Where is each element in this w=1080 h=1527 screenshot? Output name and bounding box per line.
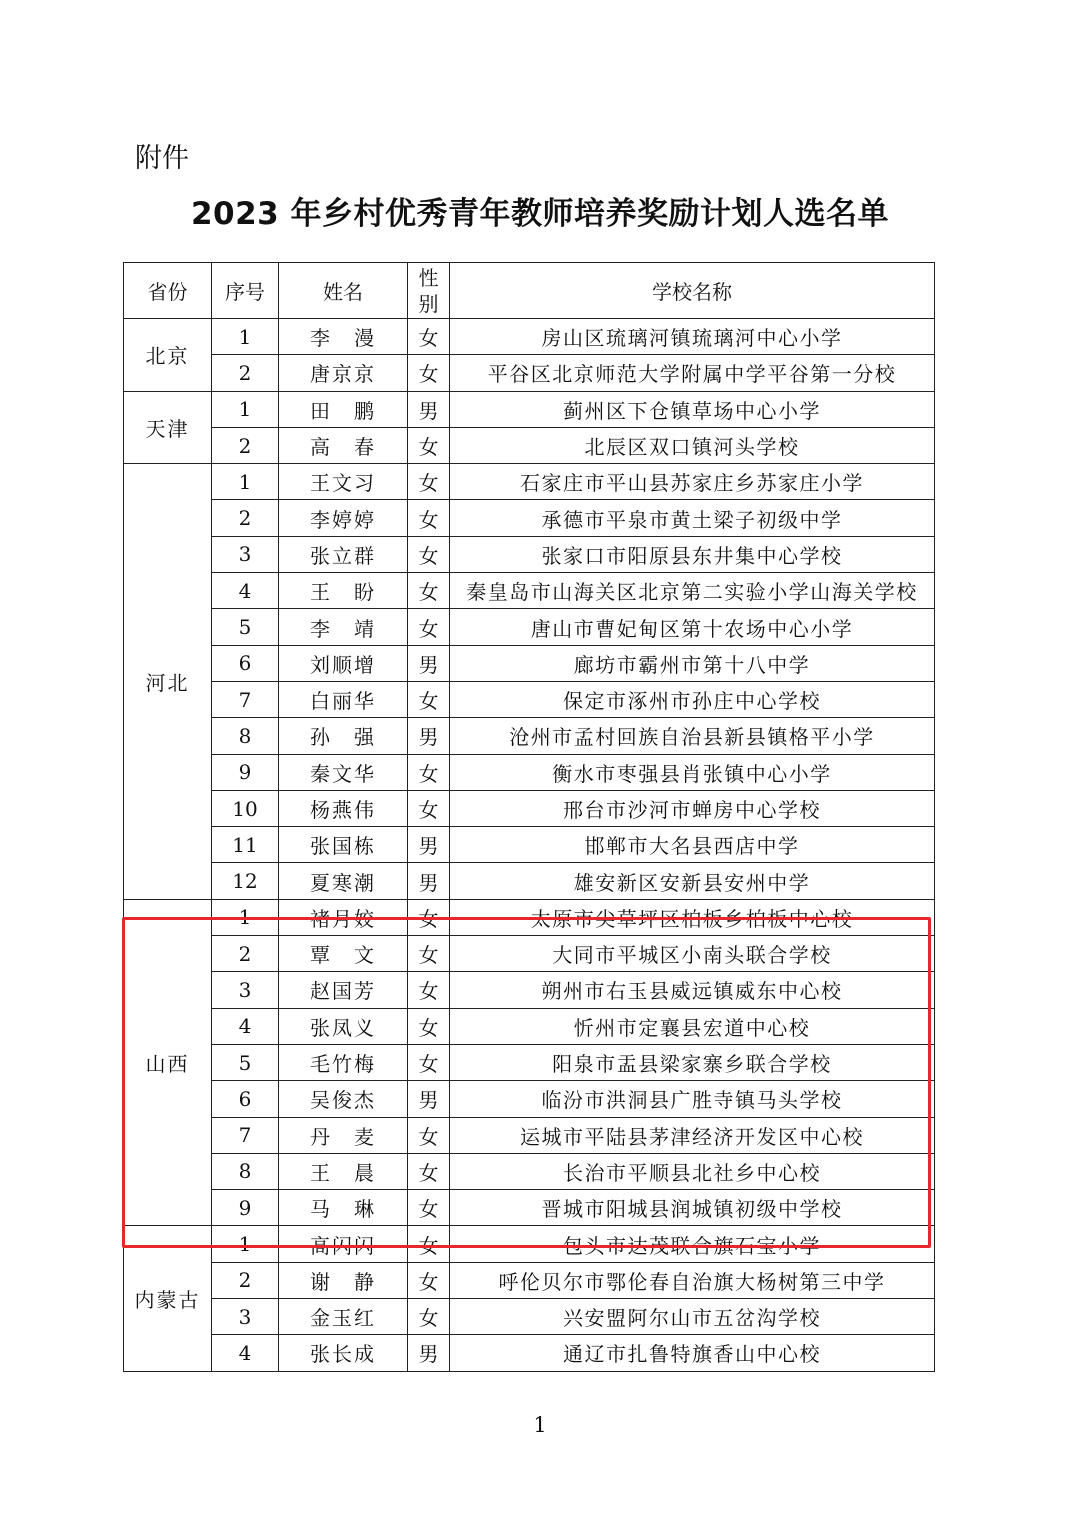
gender-cell: 女 [408,500,450,536]
province-cell: 天津 [124,391,212,464]
name-cell: 金玉红 [279,1299,408,1335]
school-cell: 蓟州区下仓镇草场中心小学 [450,391,935,427]
table-row [124,1081,935,1117]
school-cell: 秦皇岛市山海关区北京第二实验小学山海关学校 [450,573,935,609]
name-cell: 杨燕伟 [279,790,408,826]
gender-cell: 女 [408,427,450,463]
gender-cell: 女 [408,1044,450,1080]
table-row [124,681,935,717]
gender-cell: 女 [408,1008,450,1044]
name-cell: 马 琳 [279,1190,408,1226]
gender-cell: 女 [408,1299,450,1335]
school-cell: 廊坊市霸州市第十八中学 [450,645,935,681]
gender-cell: 女 [408,899,450,935]
table-row [124,645,935,681]
document-title: 2023 年乡村优秀青年教师培养奖励计划人选名单 [190,196,890,232]
table-row [124,718,935,754]
table-row [124,936,935,972]
school-cell: 雄安新区安新县安州中学 [450,863,935,899]
seq-cell: 7 [212,681,279,717]
table-row [124,319,935,355]
header-gender [408,263,450,319]
name-cell: 刘顺增 [279,645,408,681]
name-cell: 张国栋 [279,827,408,863]
school-cell: 石家庄市平山县苏家庄乡苏家庄小学 [450,464,935,500]
table-header-row [124,263,935,319]
name-cell: 高闪闪 [279,1226,408,1262]
gender-cell: 女 [408,1190,450,1226]
name-cell: 覃 文 [279,936,408,972]
school-cell: 朔州市右玉县威远镇威东中心校 [450,972,935,1008]
school-cell: 承德市平泉市黄土梁子初级中学 [450,500,935,536]
gender-cell: 男 [408,1081,450,1117]
gender-cell: 女 [408,1153,450,1189]
gender-cell: 女 [408,972,450,1008]
table-row [124,1262,935,1298]
table-row [124,1117,935,1153]
table-row [124,1153,935,1189]
name-cell: 张立群 [279,536,408,572]
school-cell: 平谷区北京师范大学附属中学平谷第一分校 [450,355,935,391]
school-cell: 邢台市沙河市蝉房中心学校 [450,790,935,826]
name-cell: 谢 静 [279,1262,408,1298]
seq-cell: 3 [212,536,279,572]
seq-cell: 12 [212,863,279,899]
candidate-table [123,262,935,1372]
gender-cell: 女 [408,464,450,500]
school-cell: 邯郸市大名县西店中学 [450,827,935,863]
table-row [124,827,935,863]
school-cell: 临汾市洪洞县广胜寺镇马头学校 [450,1081,935,1117]
name-cell: 毛竹梅 [279,1044,408,1080]
seq-cell: 1 [212,319,279,355]
table-row [124,609,935,645]
header-gender-line2: 别 [418,291,439,316]
name-cell: 赵国芳 [279,972,408,1008]
gender-cell: 女 [408,936,450,972]
gender-cell: 女 [408,536,450,572]
school-cell: 忻州市定襄县宏道中心校 [450,1008,935,1044]
table-row [124,500,935,536]
header-school: 学校名称 [450,263,935,319]
seq-cell: 7 [212,1117,279,1153]
seq-cell: 2 [212,1262,279,1298]
table-body [124,319,935,1372]
name-cell: 丹 麦 [279,1117,408,1153]
seq-cell: 2 [212,427,279,463]
page-number: 1 [533,1413,547,1437]
seq-cell: 8 [212,718,279,754]
province-cell: 内蒙古 [124,1226,212,1371]
gender-cell: 男 [408,645,450,681]
gender-cell: 男 [408,1335,450,1371]
gender-cell: 男 [408,863,450,899]
table-row [124,972,935,1008]
table-row [124,1044,935,1080]
gender-cell: 男 [408,718,450,754]
seq-cell: 10 [212,790,279,826]
seq-cell: 3 [212,1299,279,1335]
gender-cell: 女 [408,1226,450,1262]
seq-cell: 1 [212,1226,279,1262]
school-cell: 长治市平顺县北社乡中心校 [450,1153,935,1189]
gender-cell: 女 [408,319,450,355]
attachment-label: 附件 [135,143,189,174]
gender-cell: 女 [408,790,450,826]
table-row [124,464,935,500]
seq-cell: 1 [212,464,279,500]
school-cell: 保定市涿州市孙庄中心学校 [450,681,935,717]
name-cell: 孙 强 [279,718,408,754]
school-cell: 衡水市枣强县肖张镇中心小学 [450,754,935,790]
seq-cell: 8 [212,1153,279,1189]
name-cell: 吴俊杰 [279,1081,408,1117]
school-cell: 兴安盟阿尔山市五岔沟学校 [450,1299,935,1335]
table-row [124,1226,935,1262]
table-row [124,1190,935,1226]
seq-cell: 5 [212,1044,279,1080]
table-row [124,355,935,391]
table-row [124,391,935,427]
name-cell: 李 靖 [279,609,408,645]
table-row [124,536,935,572]
name-cell: 张长成 [279,1335,408,1371]
name-cell: 张凤义 [279,1008,408,1044]
header-name: 姓名 [279,263,408,319]
name-cell: 秦文华 [279,754,408,790]
gender-cell: 女 [408,1117,450,1153]
seq-cell: 1 [212,899,279,935]
table-row [124,863,935,899]
seq-cell: 2 [212,500,279,536]
gender-cell: 女 [408,609,450,645]
school-cell: 运城市平陆县茅津经济开发区中心校 [450,1117,935,1153]
table-row [124,1335,935,1371]
name-cell: 王文习 [279,464,408,500]
table-row [124,573,935,609]
school-cell: 大同市平城区小南头联合学校 [450,936,935,972]
name-cell: 白丽华 [279,681,408,717]
seq-cell: 5 [212,609,279,645]
school-cell: 晋城市阳城县润城镇初级中学校 [450,1190,935,1226]
school-cell: 北辰区双口镇河头学校 [450,427,935,463]
header-province: 省份 [124,263,212,319]
seq-cell: 11 [212,827,279,863]
name-cell: 李婷婷 [279,500,408,536]
gender-cell: 女 [408,754,450,790]
gender-cell: 女 [408,573,450,609]
seq-cell: 1 [212,391,279,427]
gender-cell: 女 [408,681,450,717]
school-cell: 包头市达茂联合旗石宝小学 [450,1226,935,1262]
table-row [124,1008,935,1044]
school-cell: 通辽市扎鲁特旗香山中心校 [450,1335,935,1371]
school-cell: 呼伦贝尔市鄂伦春自治旗大杨树第三中学 [450,1262,935,1298]
name-cell: 李 漫 [279,319,408,355]
seq-cell: 4 [212,1335,279,1371]
name-cell: 褚月姣 [279,899,408,935]
seq-cell: 4 [212,573,279,609]
seq-cell: 6 [212,1081,279,1117]
seq-cell: 6 [212,645,279,681]
seq-cell: 3 [212,972,279,1008]
name-cell: 王 盼 [279,573,408,609]
school-cell: 沧州市孟村回族自治县新县镇格平小学 [450,718,935,754]
seq-cell: 9 [212,1190,279,1226]
seq-cell: 4 [212,1008,279,1044]
school-cell: 张家口市阳原县东井集中心学校 [450,536,935,572]
province-cell: 山西 [124,899,212,1226]
name-cell: 田 鹏 [279,391,408,427]
table-row [124,1299,935,1335]
name-cell: 王 晨 [279,1153,408,1189]
name-cell: 唐京京 [279,355,408,391]
gender-cell: 女 [408,1262,450,1298]
name-cell: 夏寒潮 [279,863,408,899]
name-cell: 高 春 [279,427,408,463]
seq-cell: 2 [212,355,279,391]
school-cell: 唐山市曹妃甸区第十农场中心小学 [450,609,935,645]
school-cell: 太原市尖草坪区柏板乡柏板中心校 [450,899,935,935]
table-row [124,790,935,826]
gender-cell: 男 [408,827,450,863]
seq-cell: 9 [212,754,279,790]
header-seq: 序号 [212,263,279,319]
gender-cell: 女 [408,355,450,391]
province-cell: 河北 [124,464,212,900]
province-cell: 北京 [124,319,212,392]
table-row [124,754,935,790]
table-row [124,427,935,463]
school-cell: 阳泉市盂县梁家寨乡联合学校 [450,1044,935,1080]
table-row [124,899,935,935]
gender-cell: 男 [408,391,450,427]
school-cell: 房山区琉璃河镇琉璃河中心小学 [450,319,935,355]
header-gender-line1: 性 [418,265,439,290]
seq-cell: 2 [212,936,279,972]
